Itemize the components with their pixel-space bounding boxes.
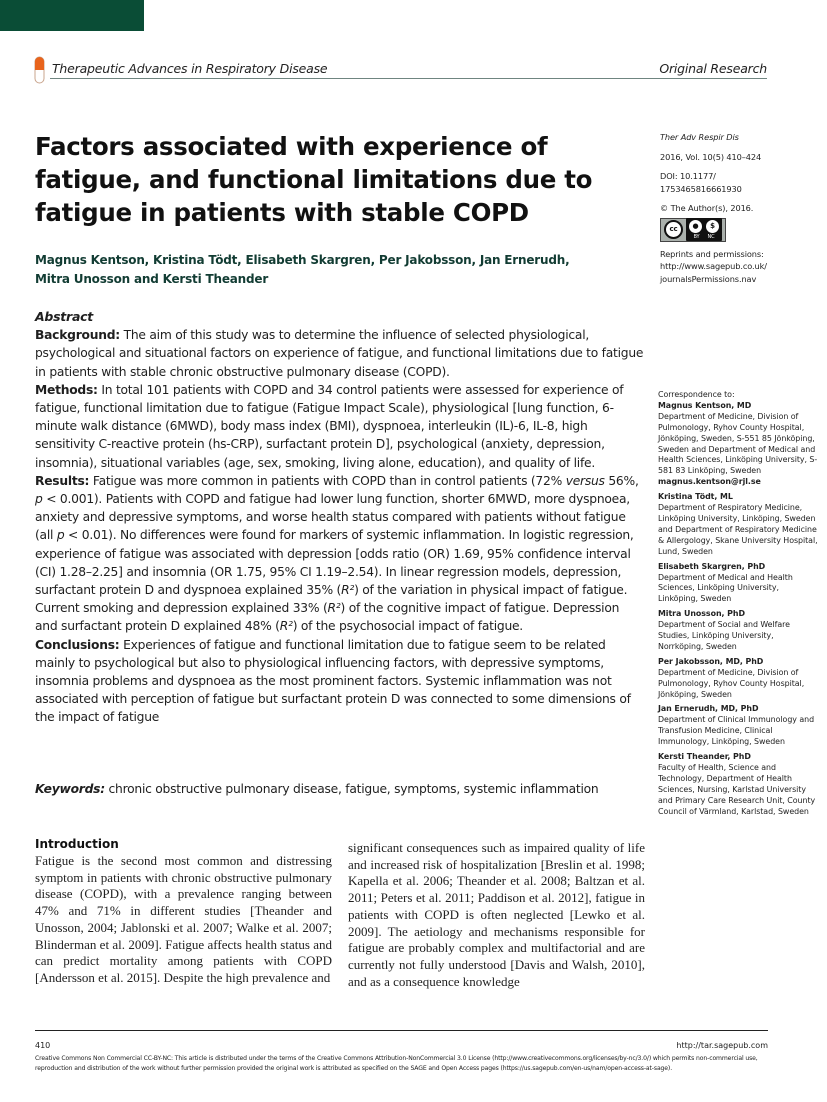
correspondence-entry (658, 752, 818, 817)
author-email-link[interactable]: magnus.kentson@rjl.se (658, 477, 761, 487)
cc-nc-label: NC (707, 234, 715, 240)
journal-name: Therapeutic Advances in Respiratory Disease (52, 61, 328, 76)
background-label: Background: (35, 328, 120, 343)
author-affiliation: Department of Social and Welfare Studies, Linköping University, Norrköping, Sweden (658, 620, 790, 651)
author-list: Magnus Kentson, Kristina Tödt, Elisabeth Skargren, Per Jakobsson, Jan Ernerudh, Mitra Unosson and Kersti Theander (35, 253, 570, 286)
capsule-logo-icon (34, 56, 45, 84)
cc-license-badge (660, 218, 726, 242)
noncommercial-icon: $ (705, 219, 720, 234)
introduction-text-left: Fatigue is the second most common and distressing symptom in patients with chronic obstructive pulmonary disease (COPD), with a prevalence ranging between 47% and 71% in different studies [Theander and Unosson, 2004; Jablonski et al. 2007; Walke et al. 2007; Blinderman et al. 2009]. Fatigue affects health status and can predict mortality among patients with COPD [Andersson et al. 2015]. Despite the high prevalence and (35, 853, 332, 985)
license-statement: Creative Commons Non Commercial CC-BY-NC: This article is distributed under the terms of the Creative Commons Attribution-NonCommercial 3.0 License (http://www.creativecommons.org/licenses/by-nc/3.0/) which permits non-commercial use, reproduction and distribution of the work without further permission provided the original work is attributed as specified on the SAGE and Open Access pages (https://us.sagepub.com/en-us/nam/open-access-at-sage). (35, 1055, 758, 1072)
article-metadata (660, 131, 820, 285)
author-name: Magnus Kentson, MD (658, 400, 752, 410)
journal-site-link[interactable]: http://tar.sagepub.com (676, 1041, 768, 1050)
results-text: ) of the variation in physical impact of fatigue. Current smoking and depression explained 33% ( (35, 583, 628, 616)
journal-abbreviation: Ther Adv Respir Dis (660, 132, 739, 142)
abstract-heading: Abstract (35, 309, 94, 324)
methods-label: Methods: (35, 382, 98, 397)
footer-divider (35, 1030, 768, 1031)
author-name: Kristina Tödt, ML (658, 492, 733, 502)
reprints-link-path[interactable]: journalsPermissions.nav (660, 273, 757, 284)
journal-brand-bar (0, 0, 144, 31)
author-name: Mitra Unosson, PhD (658, 609, 745, 619)
introduction-text-right: significant consequences such as impaired quality of life and increased risk of hospitalization [Breslin et al. 1998; Kapella et al. 2006; Theander et al. 2008; Baltzan et al. 2011; Peters et al. 2011; Paddison et al. 2012], fatigue in patients with COPD is often neglected [Lewko et al. 2009]. The aetiology and mechanisms responsible for fatigue are probably complex and multifactorial and are currently not fully understood [Davis and Walsh, 2010], and as a consequence knowledge (348, 840, 645, 989)
results-text: R² (341, 583, 355, 598)
results-text: ) of the cognitive impact of fatigue. Depression and surfactant protein D explained 48% ( (35, 601, 620, 634)
correspondence-entry (658, 401, 818, 488)
conclusions-label: Conclusions: (35, 637, 120, 652)
keywords-text: chronic obstructive pulmonary disease, fatigue, symptoms, systemic inflammation (104, 782, 599, 796)
author-name: Per Jakobsson, MD, PhD (658, 656, 764, 666)
doi-line-2: 1753465816661930 (660, 183, 742, 194)
correspondence-heading: Correspondence to: (658, 390, 735, 399)
author-affiliation: Faculty of Health, Science and Technology, Department of Health Sciences, Nursing, Karlstad University and Primary Care Research Unit, County Council of Värmland, Karlstad, Sweden (658, 763, 816, 816)
abstract-conclusions (35, 636, 645, 727)
results-text: R² (279, 619, 293, 634)
correspondence-entry (658, 609, 818, 653)
correspondence-entry (658, 492, 818, 557)
results-text: p (56, 528, 65, 543)
abstract-results (35, 472, 645, 636)
cc-icon: cc (664, 220, 683, 239)
abstract-background (35, 326, 645, 381)
journal-header (34, 54, 767, 84)
methods-text: In total 101 patients with COPD and 34 control patients were assessed for experience of fatigue, functional limitation due to fatigue (Fatigue Impact Scale), physiological [lung function, 6-minute walk distance (6MWD), body mass index (BMI), dyspnoea, interleukin (IL)-6, IL-8, high sensitivity C-reactive protein (hs-CRP), surfactant protein D], psychological (anxiety, depression, insomnia), situational variables (age, sex, smoking, living alone, education), and quality of life. (35, 382, 624, 470)
keywords (35, 782, 655, 796)
background-text: The aim of this study was to determine the influence of selected physiological, psychological and situational factors on experience of fatigue, and functional limitations due to fatigue in patients with stable chronic obstructive pulmonary disease (COPD). (35, 328, 644, 379)
conclusions-text: Experiences of fatigue and functional limitation due to fatigue seem to be related mainly to psychological but also to physiological influencing factors, with depressive symptoms, insomnia problems and dyspnoea as the most prominent factors. Systemic inflammation was not associated with perception of fatigue but surfactant protein D was connected to some dimensions of the impact of fatigue (35, 637, 631, 725)
author-affiliation: Department of Respiratory Medicine, Linköping University, Linköping, Sweden and Department of Respiratory Medicine & Allergology, Skane University Hospital, Lund, Sweden (658, 503, 818, 556)
cc-by-label: BY (693, 234, 700, 240)
results-text: ) of the psychosocial impact of fatigue. (292, 619, 523, 634)
header-divider (50, 78, 767, 79)
reprints-link[interactable]: http://www.sagepub.co.uk/ (660, 261, 767, 271)
results-label: Results: (35, 473, 90, 488)
results-text: R² (327, 601, 341, 616)
results-text: < 0.01). No differences were found for markers of systemic inflammation. In logistic regression, experience of fatigue was associated with depression [odds ratio (OR) 1.69, 95% confidence interval (CI) 1.28–2.25] and insomnia (OR 1.75, 95% CI 1.19–2.54). In linear regression models, depression, surfactant protein D and dyspnoea explained 35% ( (35, 528, 634, 598)
author-name: Jan Ernerudh, MD, PhD (658, 704, 759, 714)
abstract-methods (35, 381, 645, 472)
author-affiliation: Department of Medical and Health Sciences, Linköping University, Linköping, Sweden (658, 572, 793, 604)
reprints-line-1: Reprints and permissions: (660, 248, 764, 259)
results-text: p (35, 492, 43, 507)
doi-line-1: DOI: 10.1177/ (660, 171, 716, 181)
correspondence-sidebar (658, 390, 818, 822)
introduction-left-column (35, 837, 332, 987)
author-affiliation: Department of Clinical Immunology and Transfusion Medicine, Clinical Immunology, Linköping, Sweden (658, 715, 815, 747)
correspondence-entry (658, 562, 818, 606)
results-text: < 0.001). Patients with COPD and fatigue had lower lung function, shorter 6MWD, more dyspnoea, anxiety and depressive symptoms, and worse health status compared with patients without fatigue (all (35, 492, 630, 543)
article-type-label: Original Research (659, 61, 767, 76)
volume-info: 2016, Vol. 10(5) 410–424 (660, 151, 762, 162)
abstract (35, 308, 645, 727)
page-number: 410 (35, 1041, 51, 1050)
introduction-heading: Introduction (35, 837, 119, 851)
author-affiliation: Department of Medicine, Division of Pulmonology, Ryhov County Hospital, Jönköping, Sweden, S-551 85 Jönköping, Sweden and Department of Medical and Health Sciences, Linköping University, S-581 83 Linköping, Sweden (658, 411, 818, 476)
results-text: versus (565, 473, 605, 488)
results-text: Fatigue was more common in patients with COPD than in control patients (72% (89, 473, 566, 488)
attribution-person-icon: ● (688, 219, 703, 234)
author-name: Kersti Theander, PhD (658, 752, 751, 762)
introduction-right-column (348, 840, 645, 990)
article-title: Factors associated with experience of fatigue, and functional limitations due to fatigue in patients with stable COPD (35, 132, 593, 227)
correspondence-entry (658, 704, 818, 748)
author-name: Elisabeth Skargren, PhD (658, 561, 766, 571)
keywords-label: Keywords: (35, 782, 105, 796)
copyright: © The Author(s), 2016. (660, 203, 754, 213)
author-affiliation: Department of Medicine, Division of Pulmonology, Ryhov County Hospital, Jönköping, Sweden (658, 667, 805, 699)
correspondence-entry (658, 657, 818, 701)
results-text: 56%, (604, 473, 639, 488)
